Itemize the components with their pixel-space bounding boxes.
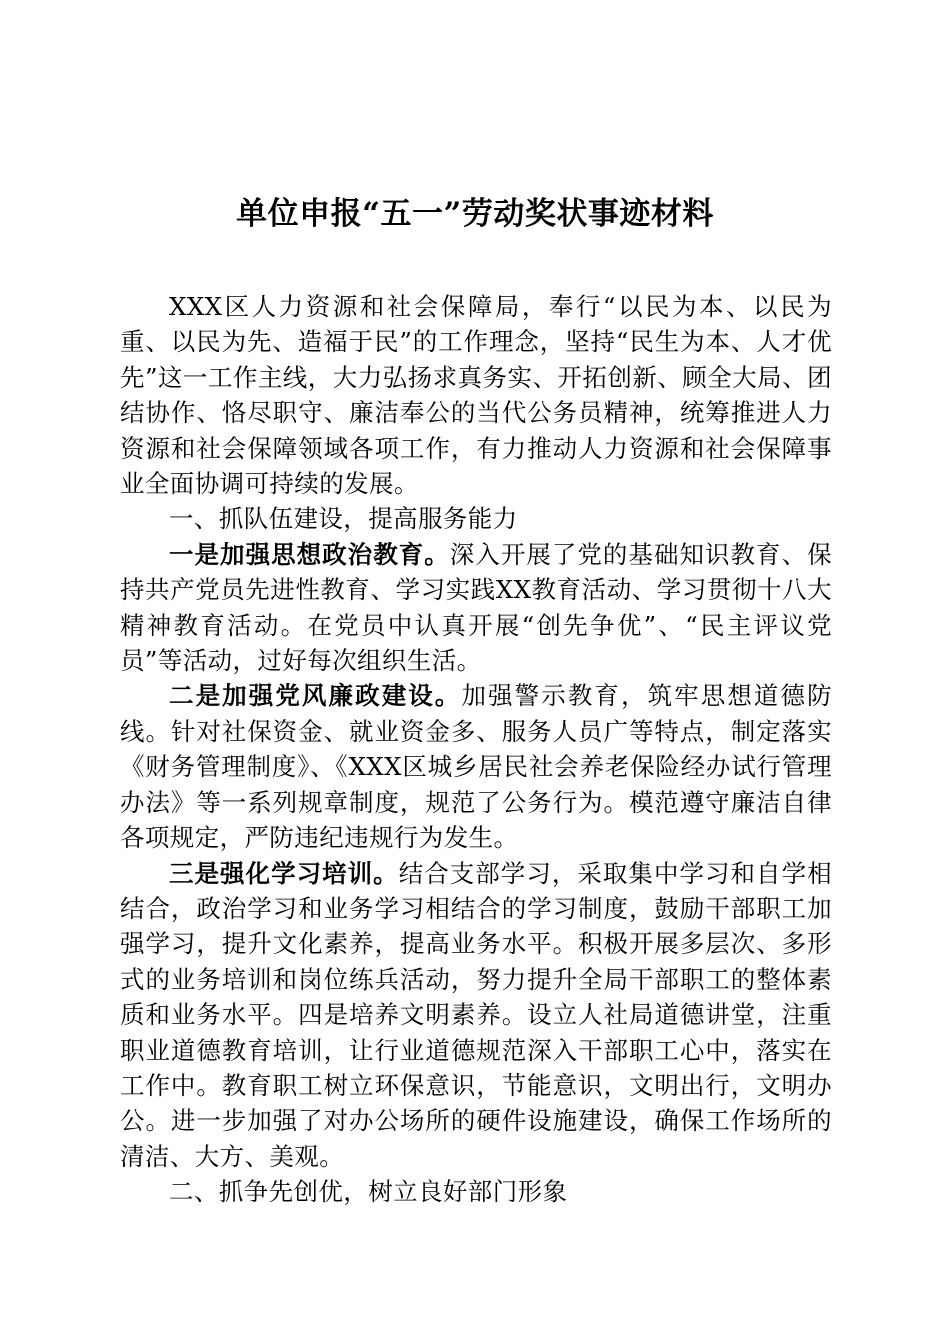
item-2-lead: 二是加强党风廉政建设。 bbox=[169, 681, 462, 711]
section-1-item-3 bbox=[120, 856, 832, 1175]
document-title: 单位申报“五一”劳动奖状事迹材料 bbox=[236, 196, 714, 232]
item-3-text: 结合支部学习，采取集中学习和自学相结合，政治学习和业务学习相结合的学习制度，鼓励干部职工加强学习，提升文化素养，提高业务水平。积极开展多层次、多形式的业务培训和岗位练兵活动，努力提升全局干部职工的整体素质和业务水平。四是培养文明素养。设立人社局道德讲堂，注重职业道德教育培训，让行业道德规范深入干部职工心中，落实在工作中。教育职工树立环保意识，节能意识，文明出行，文明办公。进一步加强了对办公场所的硬件设施建设，确保工作场所的清洁、大方、美观。 bbox=[120, 858, 832, 1171]
document-body bbox=[120, 289, 832, 1210]
item-1-lead: 一是加强思想政治教育。 bbox=[169, 539, 450, 569]
section-1-heading: 一、抓队伍建设，提高服务能力 bbox=[169, 504, 518, 534]
intro-paragraph: XXX区人力资源和社会保障局，奉行“以民为本、以民为重、以民为先、造福于民”的工作理念，坚持“民生为本、人才优先”这一工作主线，大力弘扬求真务实、开拓创新、顾全大局、团结协作、恪尽职守、廉洁奉公的当代公务员精神，统筹推进人力资源和社会保障领域各项工作，有力推动人力资源和社会保障事业全面协调可持续的发展。 bbox=[120, 292, 832, 499]
section-1-item-1 bbox=[120, 537, 832, 679]
section-1-item-2 bbox=[120, 678, 832, 855]
item-1-text: 深入开展了党的基础知识教育、保持共产党员先进性教育、学习实践XX教育活动、学习贯彻十八大精神教育活动。在党员中认真开展“创先争优”、“民主评议党员”等活动，过好每次组织生活。 bbox=[120, 539, 832, 676]
item-2-text: 加强警示教育，筑牢思想道德防线。针对社保资金、就业资金多、服务人员广等特点，制定落实《财务管理制度》、《XXX区城乡居民社会养老保险经办试行管理办法》等一系列规章制度，规范了公务行为。模范遵守廉洁自律各项规定，严防违纪违规行为发生。 bbox=[120, 681, 832, 853]
section-2-heading: 二、抓争先创优，树立良好部门形象 bbox=[169, 1177, 568, 1207]
item-3-lead: 三是强化学习培训。 bbox=[169, 858, 399, 888]
